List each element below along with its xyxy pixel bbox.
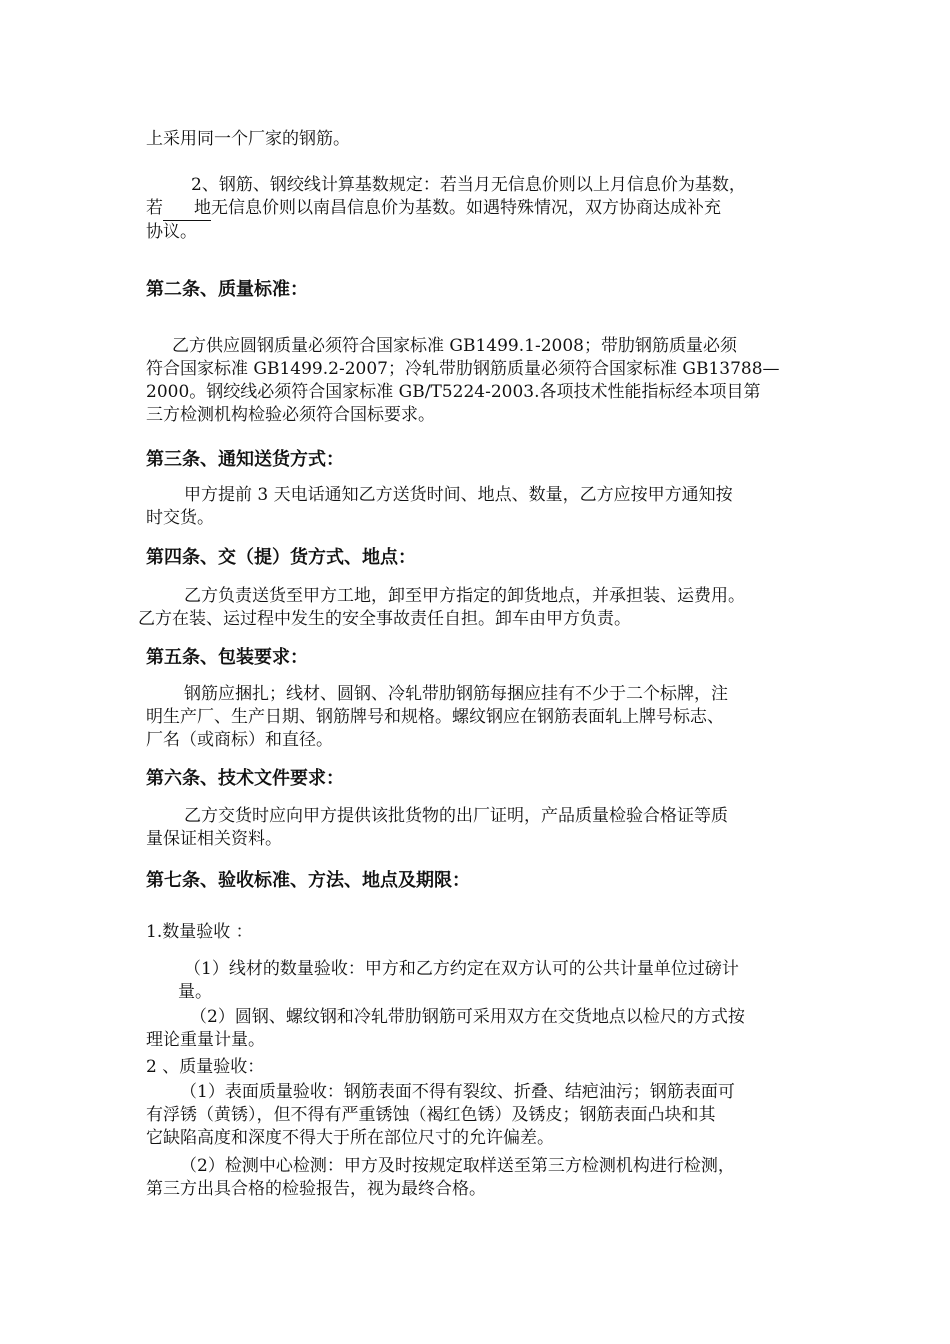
text-line: 钢筋应捆扎；线材、圆钢、冷轧带肋钢筋每捆应挂有不少于二个标牌，注 [184,684,728,704]
text-line: 理论重量计量。 [146,1030,265,1050]
text-fragment: 无信息价则以南昌信息价为基数。如遇特殊情况，双方协商达成补充 [211,198,721,218]
text-line: 乙方供应圆钢质量必须符合国家标准 GB1499.1-2008；带肋钢筋质量必须 [172,336,737,356]
quality-acceptance-title [146,1056,810,1079]
text-line: 量。 [178,982,212,1002]
text-line: 协议。 [146,222,197,242]
quantity-acceptance-title [146,921,810,944]
text-line: 符合国家标准 GB1499.2-2007；冷轧带肋钢筋质量必须符合国家标准 GB13788— [146,359,780,379]
quantity-item-2 [146,1006,810,1052]
text-line: （1）表面质量验收：钢筋表面不得有裂纹、折叠、结疤油污；钢筋表面可 [180,1082,735,1102]
clause-2-paragraph [146,174,810,244]
quality-item-2 [146,1155,810,1201]
text-line: （2）圆钢、螺纹钢和冷轧带肋钢筋可采用双方在交货地点以检尺的方式按 [190,1007,745,1027]
section-heading-2: 第二条、质量标准： [146,279,308,300]
text-line: 2 、质量验收： [146,1057,265,1077]
quantity-item-1 [146,958,810,1004]
section-heading-4: 第四条、交（提）货方式、地点： [146,547,416,568]
text-line: 1.数量验收 ： [146,922,253,942]
text-line: 它缺陷高度和深度不得大于所在部位尺寸的允许偏差。 [146,1128,554,1148]
text-line: 明生产厂、生产日期、钢筋牌号和规格。螺纹钢应在钢筋表面轧上牌号标志、 [146,707,724,727]
text-line: 三方检测机构检验必须符合国标要求。 [146,405,435,425]
text-line [146,197,810,221]
section-heading-3: 第三条、通知送货方式： [146,449,344,470]
text-line: 2、钢筋、钢绞线计算基数规定：若当月无信息价则以上月信息价为基数， [191,175,746,195]
section-5-body [146,683,810,752]
text-line: 上采用同一个厂家的钢筋。 [146,129,350,149]
text-line: 量保证相关资料。 [146,829,282,849]
text-line: 2000。钢绞线必须符合国家标准 GB/T5224-2003.各项技术性能指标经本项目第 [146,382,761,402]
paragraph-fragment [146,128,810,151]
section-heading-5: 第五条、包装要求： [146,647,308,668]
section-3-body [146,484,810,530]
text-line: 乙方负责送货至甲方工地，卸至甲方指定的卸货地点，并承担装、运费用。 [184,586,745,606]
text-line: （2）检测中心检测：甲方及时按规定取样送至第三方检测机构进行检测， [180,1156,735,1176]
text-line: 甲方提前 3 天电话通知乙方送货时间、地点、数量，乙方应按甲方通知按 [184,485,733,505]
section-heading-7: 第七条、验收标准、方法、地点及期限： [146,870,470,891]
text-fragment: 若 [146,198,163,218]
section-heading-6: 第六条、技术文件要求： [146,768,344,789]
text-line: 有浮锈（黄锈），但不得有严重锈蚀（褐红色锈）及锈皮；钢筋表面凸块和其 [146,1105,716,1125]
text-line: 厂名（或商标）和直径。 [146,730,333,750]
text-line: 乙方交货时应向甲方提供该批货物的出厂证明，产品质量检验合格证等质 [184,806,728,826]
section-2-body [146,335,810,427]
text-line: 时交货。 [146,508,214,528]
text-line: （1）线材的数量验收：甲方和乙方约定在双方认可的公共计量单位过磅计 [184,959,739,979]
text-line: 乙方在装、运过程中发生的安全事故责任自担。卸车由甲方负责。 [138,609,631,629]
fill-in-blank: 地 [163,197,211,221]
section-4-body [138,585,818,631]
text-line: 第三方出具合格的检验报告，视为最终合格。 [146,1179,486,1199]
quality-item-1 [146,1081,810,1150]
section-6-body [146,805,810,851]
